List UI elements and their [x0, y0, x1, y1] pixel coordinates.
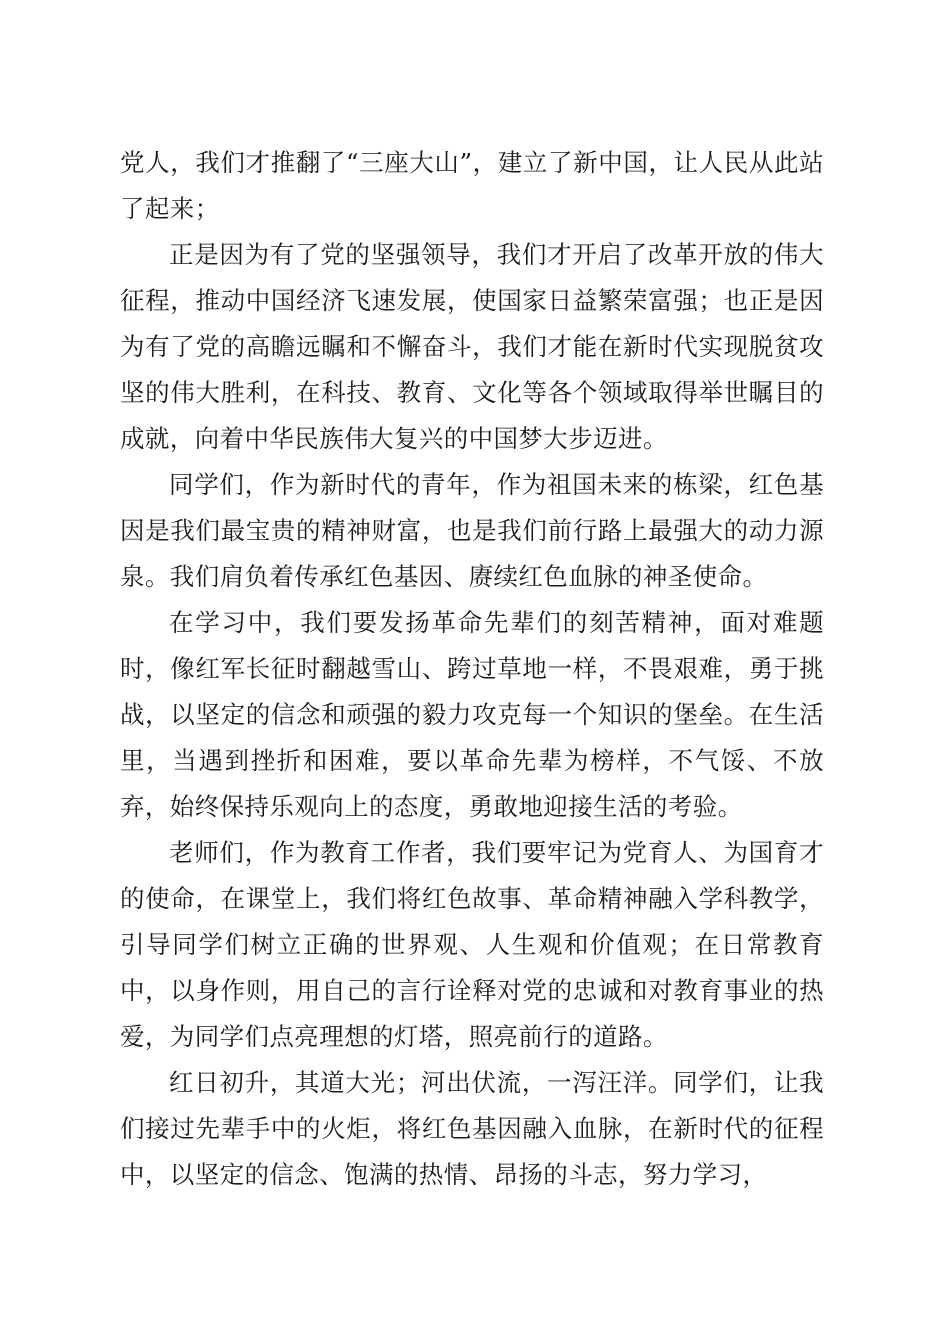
paragraph-party-leadership: 正是因为有了党的坚强领导，我们才开启了改革开放的伟大征程，推动中国经济飞速发展，使国家日益繁荣富强；也正是因为有了党的高瞻远瞩和不懈奋斗，我们才能在新时代实现脱贫攻坚的伟大胜利，在科技、教育、文化等各个领域取得举世瞩目的成就，向着中华民族伟大复兴的中国梦大步迈进。: [120, 240, 824, 453]
paragraph-teachers: 老师们，作为教育工作者，我们要牢记为党育人、为国育才的使命，在课堂上，我们将红色故事、革命精神融入学科教学，引导同学们树立正确的世界观、人生观和价值观；在日常教育中，以身作则，用自己的言行诠释对党的忠诚和对教育事业的热爱，为同学们点亮理想的灯塔，照亮前行的道路。: [120, 838, 824, 1051]
paragraph-study-and-life: 在学习中，我们要发扬革命先辈们的刻苦精神，面对难题时，像红军长征时翻越雪山、跨过草地一样，不畏艰难，勇于挑战，以坚定的信念和顽强的毅力攻克每一个知识的堡垒。在生活里，当遇到挫折和困难，要以革命先辈为榜样，不气馁、不放弃，始终保持乐观向上的态度，勇敢地迎接生活的考验。: [120, 608, 824, 821]
paragraph-continuation: 党人，我们才推翻了“三座大山”，建立了新中国，让人民从此站了起来；: [120, 148, 824, 223]
paragraph-students-red-gene: 同学们，作为新时代的青年，作为祖国未来的栋梁，红色基因是我们最宝贵的精神财富，也是我们前行路上最强大的动力源泉。我们肩负着传承红色基因、赓续红色血脉的神圣使命。: [120, 470, 824, 591]
document-body: [120, 140, 824, 1198]
paragraph-closing: 红日初升，其道大光；河出伏流，一泻汪洋。同学们，让我们接过先辈手中的火炬，将红色基因融入血脉，在新时代的征程中，以坚定的信念、饱满的热情、昂扬的斗志，努力学习，: [120, 1068, 824, 1189]
